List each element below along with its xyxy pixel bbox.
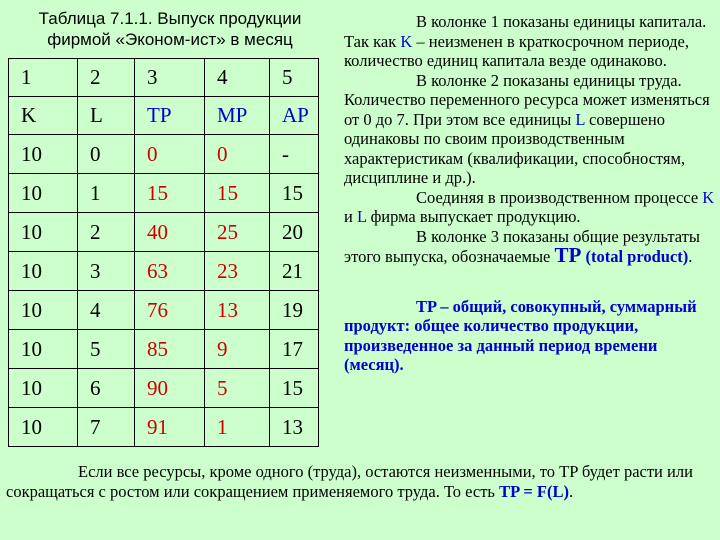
column-number: 5: [270, 59, 319, 97]
table-cell: 25: [205, 213, 270, 252]
p4-tp: TP: [554, 243, 582, 267]
table-cell: 0: [78, 135, 135, 174]
column-label: TP: [135, 97, 205, 135]
column-label-row: [9, 97, 319, 135]
table-cell: 15: [205, 174, 270, 213]
paragraph-column-3: [344, 227, 716, 267]
column-number: 2: [78, 59, 135, 97]
bottom-end: .: [568, 482, 574, 501]
table-cell: 3: [78, 252, 135, 291]
table-cell: 5: [205, 369, 270, 408]
p3-text-m: и: [344, 207, 357, 226]
caption-line-2: фирмой «Эконом-ист» в месяц: [47, 30, 293, 49]
p4-end: .: [688, 247, 693, 266]
p2-l: L: [575, 109, 585, 129]
table-cell: 15: [270, 174, 319, 213]
paragraph-column-1: [344, 12, 716, 71]
table-cell: 13: [270, 408, 319, 447]
production-table: [8, 58, 319, 447]
table-cell: 9: [205, 330, 270, 369]
production-table-body: [9, 59, 319, 447]
column-number-row: [9, 59, 319, 97]
tp-formula: TP = F(L): [499, 482, 569, 501]
table-cell: -: [270, 135, 319, 174]
table-row: [9, 213, 319, 252]
table-cell: 20: [270, 213, 319, 252]
table-cell: 90: [135, 369, 205, 408]
table-cell: 85: [135, 330, 205, 369]
table-cell: 40: [135, 213, 205, 252]
table-cell: 17: [270, 330, 319, 369]
column-number: 3: [135, 59, 205, 97]
table-row: [9, 330, 319, 369]
table-row: [9, 174, 319, 213]
p2-text-a: В колонке 2 показаны единицы труда. Количество переменного ресурса может изменяться от 0 до 7. При этом все единицы: [344, 70, 710, 129]
explanation-text: [344, 12, 716, 375]
column-label: MP: [205, 97, 270, 135]
table-row: [9, 408, 319, 447]
table-cell: 21: [270, 252, 319, 291]
table-row: [9, 369, 319, 408]
p1-text-b: – неизменен в краткосрочном периоде, количество единиц капитала везде одинаково.: [344, 31, 689, 70]
p4-text-a: В колонке 3 показаны общие результаты этого выпуска, обозначаемые: [344, 226, 700, 266]
table-cell: 13: [205, 291, 270, 330]
p2-text-b: совершено одинаковы по своим производственным характеристикам (квалификации, способностям, дисциплине и др.).: [344, 109, 686, 187]
p3-k: K: [702, 187, 715, 207]
table-cell: 15: [270, 369, 319, 408]
table-cell: 63: [135, 252, 205, 291]
table-cell: 10: [9, 408, 78, 447]
column-number: 1: [9, 59, 78, 97]
table-cell: 5: [78, 330, 135, 369]
p1-k: K: [400, 31, 413, 51]
bottom-paragraph: [6, 462, 714, 502]
table-cell: 91: [135, 408, 205, 447]
table-cell: 10: [9, 135, 78, 174]
table-row: [9, 135, 319, 174]
table-cell: 10: [9, 174, 78, 213]
table-cell: 4: [78, 291, 135, 330]
table-row: [9, 291, 319, 330]
table-cell: 10: [9, 330, 78, 369]
table-cell: 1: [78, 174, 135, 213]
table-cell: 23: [205, 252, 270, 291]
p3-text-a: Соединяя в производственном процессе: [416, 187, 703, 207]
table-cell: 10: [9, 252, 78, 291]
p4-total-product: (total product): [585, 247, 689, 266]
table-cell: 1: [205, 408, 270, 447]
p3-text-b: фирма выпускает продукцию.: [366, 207, 581, 226]
table-cell: 0: [135, 135, 205, 174]
column-label: K: [9, 97, 78, 135]
table-cell: 2: [78, 213, 135, 252]
column-label: AP: [270, 97, 319, 135]
p1-text-a: В колонке 1 показаны единицы капитала. Так как: [344, 12, 707, 51]
table-cell: 7: [78, 408, 135, 447]
column-number: 4: [205, 59, 270, 97]
table-cell: 19: [270, 291, 319, 330]
table-cell: 10: [9, 213, 78, 252]
table-caption: [0, 8, 340, 50]
tp-definition: TP – общий, совокупный, суммарный продукт: общее количество продукции, произведенное за данный период времени (месяц).: [344, 296, 697, 374]
p3-l: L: [356, 207, 367, 226]
column-label: L: [78, 97, 135, 135]
paragraph-column-2: [344, 71, 716, 188]
table-cell: 0: [205, 135, 270, 174]
table-cell: 6: [78, 369, 135, 408]
table-cell: 10: [9, 369, 78, 408]
table-row: [9, 252, 319, 291]
table-cell: 10: [9, 291, 78, 330]
bottom-text: Если все ресурсы, кроме одного (труда), остаются неизменными, то TP будет расти или сокращаться с ростом или сокращением применяемого труда. То есть: [6, 462, 693, 501]
table-cell: 76: [135, 291, 205, 330]
table-cell: 15: [135, 174, 205, 213]
caption-line-1: Таблица 7.1.1. Выпуск продукции: [38, 9, 302, 28]
paragraph-combining: [344, 188, 716, 227]
